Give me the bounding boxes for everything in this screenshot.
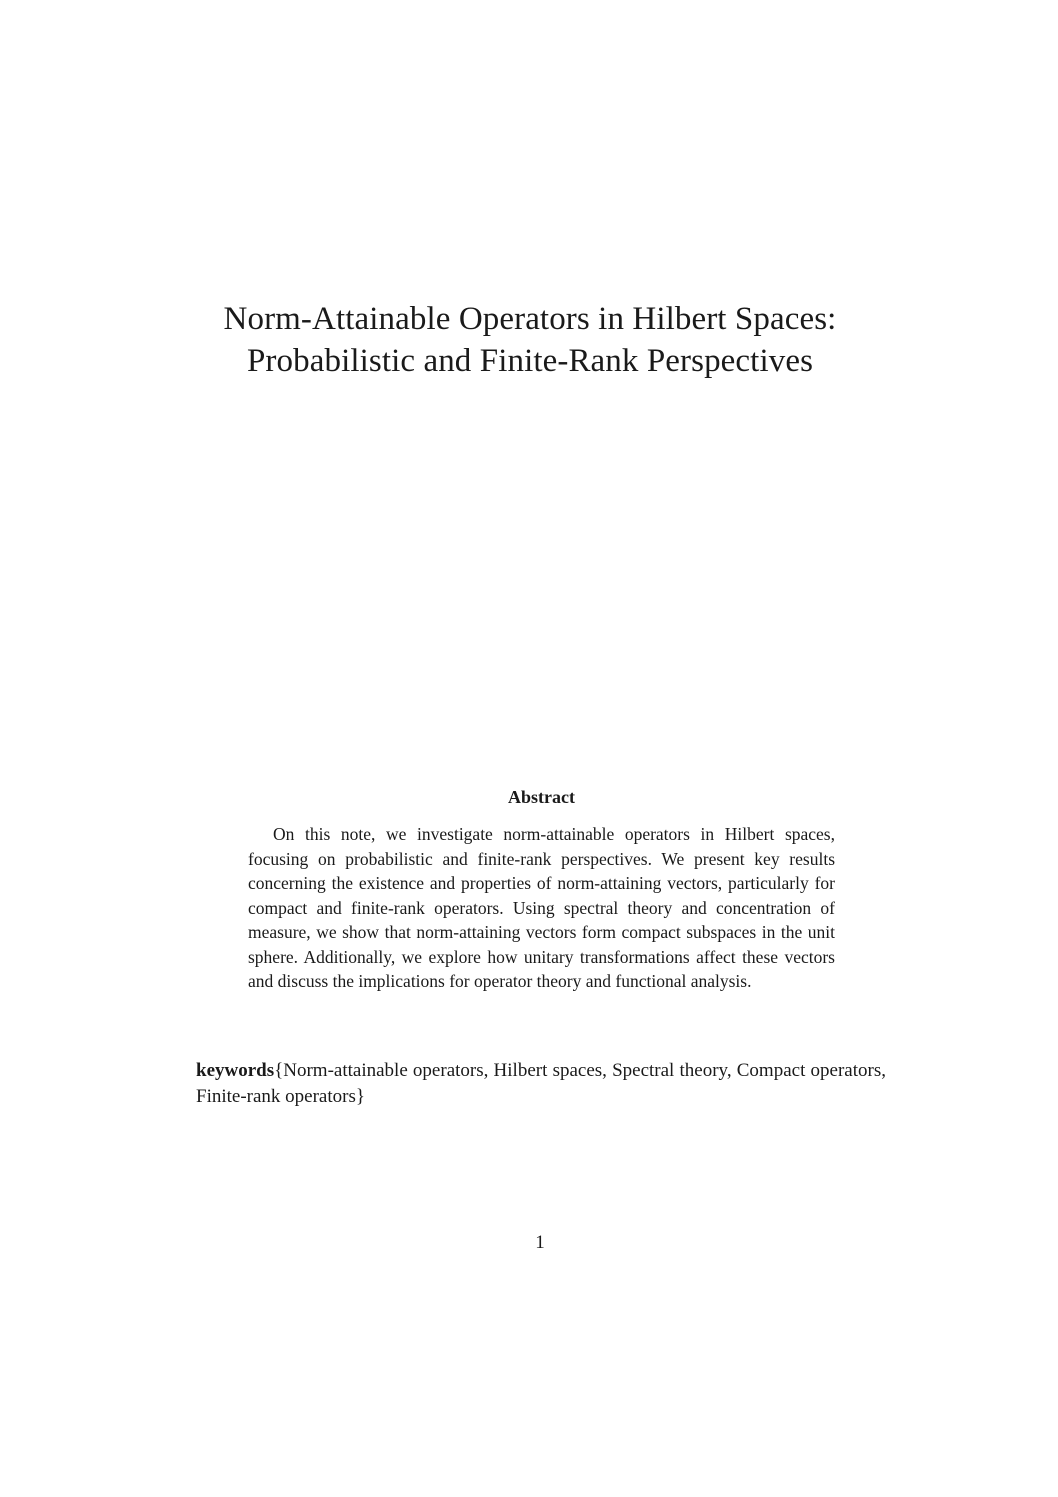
keywords-paragraph [196,1058,886,1110]
keywords-label: keywords [196,1060,275,1081]
paper-title [150,298,910,382]
page-number: 1 [535,1232,545,1253]
title-line-2: Probabilistic and Finite-Rank Perspectives [246,343,814,379]
abstract-heading: Abstract [508,787,575,807]
title-line-1: Norm-Attainable Operators in Hilbert Spaces: [223,301,837,337]
abstract-text: On this note, we investigate norm-attainable operators in Hilbert spaces, focusing on probabilistic and finite-rank perspectives. We present key results concerning the existence and properties of norm-attaining vectors, particularly for compact and finite-rank operators. Using spectral theory and concentration of measure, we show that norm-attaining vectors form compact subspaces in the unit sphere. Additionally, we explore how unitary transformations affect these vectors and discuss the implications for operator theory and functional analysis. [248,824,835,991]
keywords-text: {Norm-attainable operators, Hilbert spaces, Spectral theory, Compact operators, Finite-rank operators} [196,1060,886,1107]
